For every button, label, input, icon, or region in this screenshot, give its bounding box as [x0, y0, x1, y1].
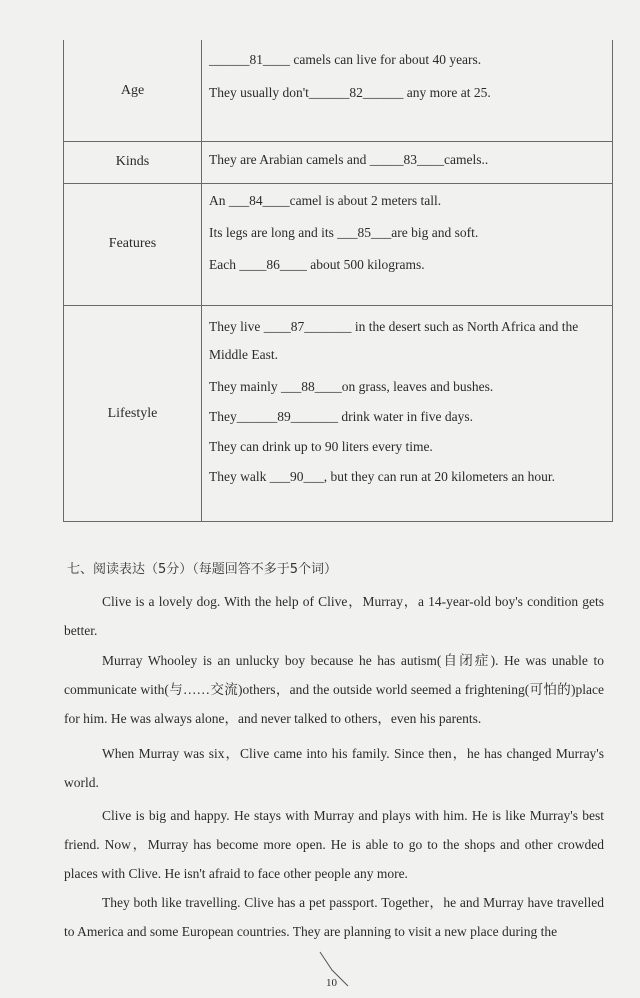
row-content-age	[201, 40, 612, 141]
table-line: They walk ___90___, but they can run at 20 kilometers an hour.	[209, 469, 556, 484]
section-title: 七、阅读表达（5分）（每题回答不多于5个词）	[67, 562, 338, 577]
table-row-kinds	[64, 141, 612, 184]
passage-paragraph: Murray Whooley is an unlucky boy because he has autism(自闭症). He was unable to communicate with(与……交流)others，and the outside world seemed a frightening(可怕的)place for him. He was always alone，and never talked to others，even his parents.	[64, 653, 604, 726]
row-label-features: Features	[64, 183, 202, 305]
table-line: They are Arabian camels and _____83____camels..	[209, 152, 489, 167]
passage-paragraph: When Murray was six，Clive came into his family. Since then，he has changed Murray's world.	[64, 746, 604, 790]
row-content-lifestyle	[201, 305, 612, 522]
row-content-kinds	[201, 141, 612, 183]
page-number: 10	[326, 977, 337, 989]
row-label-kinds: Kinds	[64, 141, 202, 183]
passage-paragraph: They both like travelling. Clive has a pet passport. Together，he and Murray have travelled to America and some European countries. They are planning to visit a new place during the	[64, 895, 604, 939]
table-line: Each ____86____ about 500 kilograms.	[209, 257, 425, 272]
table-row-age	[64, 40, 612, 142]
table-line: They______89_______ drink water in five days.	[209, 409, 473, 424]
row-label-age: Age	[64, 40, 202, 141]
table-line: They usually don't______82______ any more at 25.	[209, 85, 491, 100]
row-label-lifestyle: Lifestyle	[64, 305, 202, 522]
table-line: Middle East.	[209, 347, 278, 362]
row-content-features	[201, 183, 612, 305]
table-line: They mainly ___88____on grass, leaves and bushes.	[209, 379, 494, 394]
passage-paragraph: Clive is a lovely dog. With the help of Clive，Murray，a 14-year-old boy's condition gets better.	[64, 594, 604, 638]
table-line: Its legs are long and its ___85___are big and soft.	[209, 225, 479, 240]
pen-mark-icon	[318, 950, 358, 990]
table-line: An ___84____camel is about 2 meters tall.	[209, 193, 442, 208]
info-table	[63, 40, 613, 522]
table-line: ______81____ camels can live for about 40 years.	[209, 52, 482, 67]
table-line: They live ____87_______ in the desert such as North Africa and the	[209, 319, 579, 334]
passage-paragraph: Clive is big and happy. He stays with Murray and plays with him. He is like Murray's best friend. Now，Murray has become more open. He is able to go to the shops and other crowded places with Clive. He isn't afraid to face other people any more.	[64, 808, 604, 881]
table-row-features	[64, 183, 612, 306]
table-line: They can drink up to 90 liters every time.	[209, 439, 433, 454]
table-row-lifestyle	[64, 305, 612, 522]
